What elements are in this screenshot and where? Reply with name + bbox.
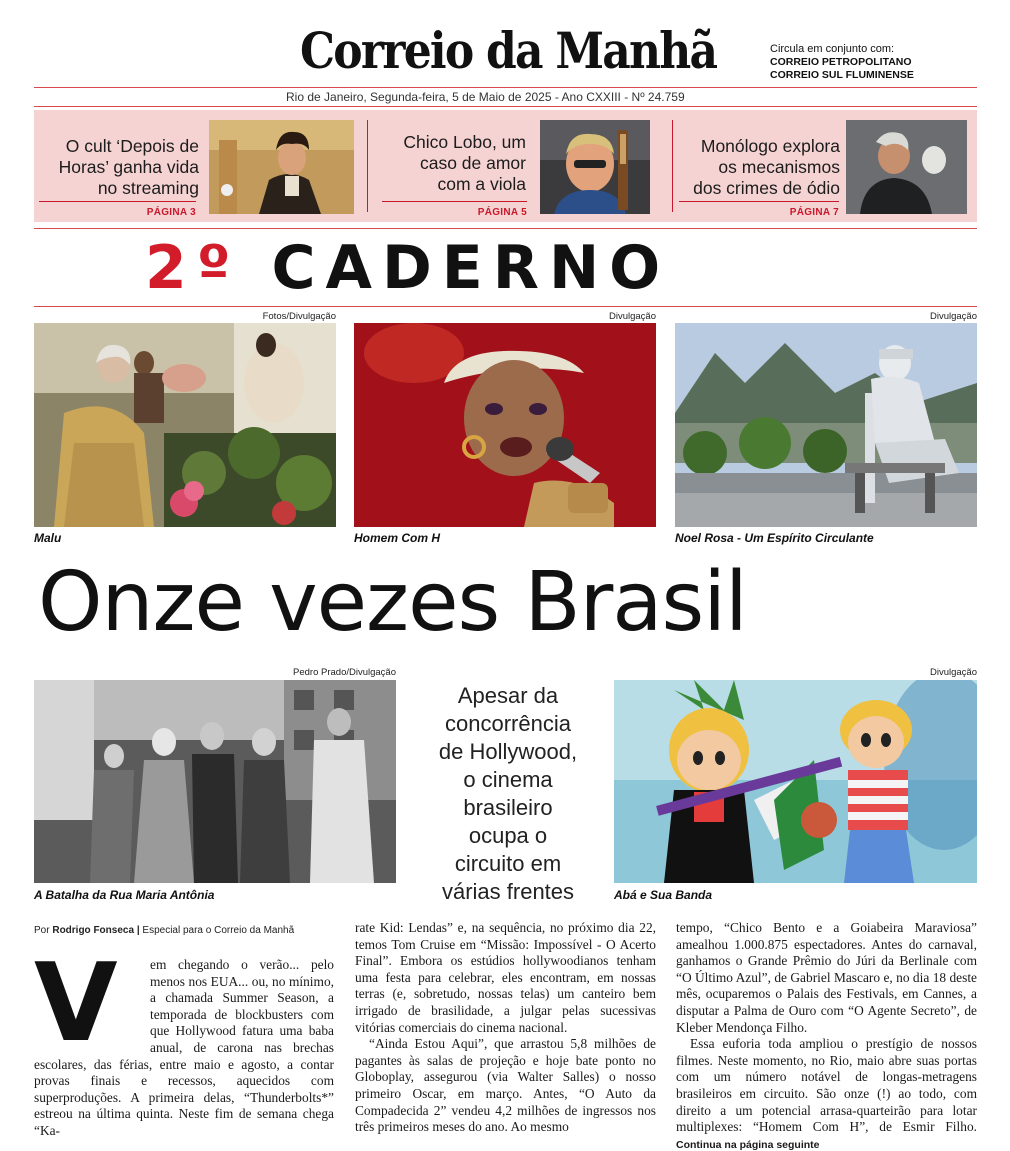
teaser-2-photo <box>540 120 650 214</box>
photo-credit-noel-rosa: Divulgação <box>930 311 977 322</box>
section-title <box>145 233 865 303</box>
article-column-2: rate Kid: Lendas” e, na sequência, no próximo dia 22, temos Tom Cruise em “Missão: Impossível - O Acerto Final”. Embora os estúdios hollywoodianos tenham uma festa para celebrar, eles encontram, em nossas terras (e, sobretudo, nossas telas) um canteiro bem irrigado de brasilidade, a julgar pelas sucessivas vitórias comerciais do cinema nacional. “Ainda Estou Aqui”, que arrastou 5,8 milhões de pagantes às salas de projeção e hoje bate ponto no Globoplay, assegurou (via Walter Salles) o nosso primeiro Oscar, em março. Antes, “O Auto da Compadecida 2” vendeu 4,2 milhões de ingressos nos três primeiros meses do ano. Ao mesmo <box>355 920 656 1135</box>
photo-credit-malu: Fotos/Divulgação <box>262 311 336 322</box>
teaser-2-rule <box>382 201 527 202</box>
teaser-3-page[interactable]: PÁGINA 7 <box>789 207 839 218</box>
caption-maria-antonia: A Batalha da Rua Maria Antônia <box>34 888 215 902</box>
teaser-2-headline: Chico Lobo, um caso de amor com a viola <box>403 132 526 194</box>
teaser-3[interactable] <box>679 110 977 222</box>
section-word: CADERNO <box>271 233 671 303</box>
deck-subheadline: Apesar da concorrência de Hollywood, o cinema brasileiro ocupa o circuito em várias frentes <box>438 683 578 904</box>
section-number: 2º <box>145 233 241 303</box>
continues-next-page-link[interactable]: Continua na página seguinte <box>676 1138 820 1151</box>
circulation-paper-1: CORREIO PETROPOLITANO <box>770 56 912 68</box>
caption-homem-com-h: Homem Com H <box>354 531 441 545</box>
section-rule-top <box>34 228 977 229</box>
photo-malu <box>34 323 336 527</box>
photo-credit-maria-antonia: Pedro Prado/Divulgação <box>293 667 396 678</box>
photo-credit-homem-com-h: Divulgação <box>609 311 656 322</box>
teaser-2-page[interactable]: PÁGINA 5 <box>477 207 527 218</box>
caption-noel-rosa: Noel Rosa - Um Espírito Circulante <box>675 531 874 545</box>
masthead-rule-top <box>34 87 977 88</box>
circulation-paper-2: CORREIO SUL FLUMINENSE <box>770 69 914 81</box>
photo-aba-e-sua-banda <box>614 680 977 883</box>
masthead-title: Correio da Manhã <box>300 21 717 80</box>
main-headline: Onze vezes Brasil <box>38 555 747 650</box>
teaser-1-rule <box>39 201 196 202</box>
masthead-rule-bottom <box>34 106 977 107</box>
teaser-1-headline: O cult ‘Depois de Horas’ ganha vida no streaming <box>58 136 199 198</box>
article-column-3: tempo, “Chico Bento e a Goiabeira Maraviosa” amealhou 1.000.875 espectadores. Antes do carnaval, ganhamos o Grande Prêmio do Júri da Berlinale com “O Último Azul”, de Gabriel Mascaro e, no dia 18 deste mês, ocuparemos o Palais des Festivals, em Cannes, a disputar a Palma de Ouro com “O Agente Secreto”, de Kleber Mendonça Filho. Essa euforia toda ampliou o prestígio de nossos filmes. Neste momento, no Rio, maio abre suas portas com um número notável de longas-metragens brasileiros em circuito. São onze (!) ao todo, com direito a um potencial arrasa-quarteirão para lotar multiplexes: “Homem Com H”, de Esmir Filho. Continua na página seguinte <box>676 920 977 1151</box>
photo-maria-antonia <box>34 680 396 883</box>
article-dropcap: V <box>34 941 118 1066</box>
dateline: Rio de Janeiro, Segunda-feira, 5 de Maio de 2025 - Ano CXXIII - Nº 24.759 <box>286 90 685 104</box>
teaser-3-rule <box>679 201 839 202</box>
byline: Por Rodrigo Fonseca | Especial para o Correio da Manhã <box>34 925 295 936</box>
teaser-2[interactable] <box>374 110 664 222</box>
caption-aba-e-sua-banda: Abá e Sua Banda <box>614 888 713 902</box>
teaser-3-headline: Monólogo explora os mecanismos dos crimes de ódio <box>693 136 840 198</box>
section-rule-bottom <box>34 306 977 307</box>
teaser-band <box>34 110 977 222</box>
teaser-1-photo <box>209 120 354 214</box>
byline-author[interactable]: Rodrigo Fonseca <box>52 925 135 936</box>
teaser-1[interactable] <box>34 110 359 222</box>
photo-homem-com-h <box>354 323 656 527</box>
masthead-circulation-info <box>770 43 970 82</box>
article-column-1: V em chegando o verão... pelo menos nos EUA... ou, no mínimo, a chamada Summer Season, a temporada de blockbusters com que Hollywood fatura uma baba anual, de carona nas brechas escolares, das férias, entre maio e agosto, a contar provas finais e recessos, aquecidos com superproduções. A primeira delas, “Thunderbolts*” estreou na última quinta. Neste fim de semana chega “Ka- <box>34 941 334 1138</box>
caption-malu: Malu <box>34 531 62 545</box>
teaser-3-photo <box>846 120 967 214</box>
circulation-label: Circula em conjunto com: <box>770 43 895 55</box>
photo-credit-aba: Divulgação <box>930 667 977 678</box>
photo-noel-rosa <box>675 323 977 527</box>
teaser-1-page[interactable]: PÁGINA 3 <box>146 207 196 218</box>
